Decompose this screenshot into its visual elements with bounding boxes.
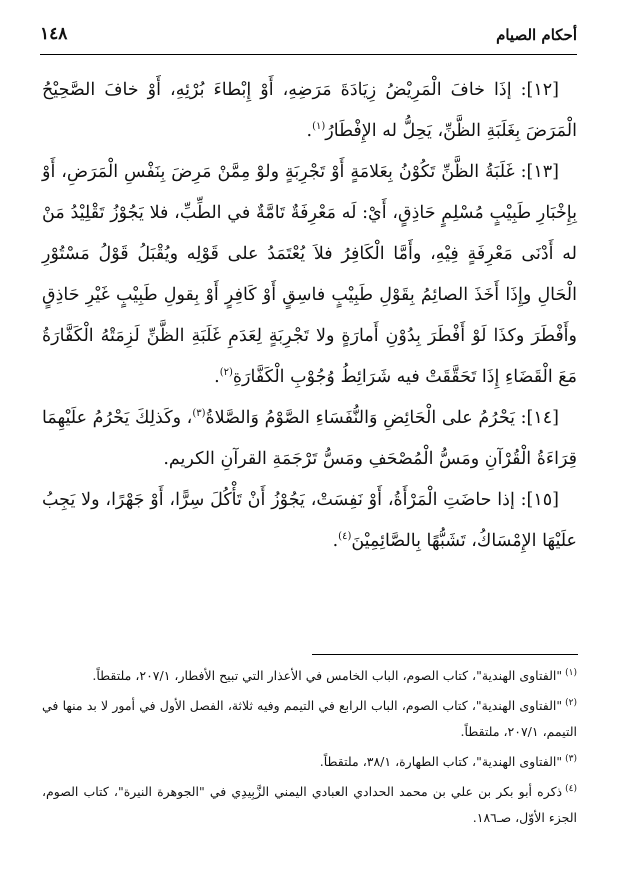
footnote-3: $^{(٣)}$"الفتاوى الهندية"، كتاب الطهارة، ٣٨/١، ملتقطاً. — [319, 753, 577, 769]
page-header — [40, 22, 577, 52]
footnote-ref-1[interactable]: (١) — [312, 121, 326, 133]
paragraph-12: [١٢]: إذَا خافَ الْمَرِيْضُ زِيَادَةَ مَرَضِهِ، أَوْ إِبْطاءَ بُرْئِهِ، أَوْ خافَ الصَّحِيْحُ الْمَرَضَ بِغَلَبَةِ الظَّنِّ، يَحِلُّ له الإِفْطَارُ$^{(١)}$. — [42, 80, 577, 141]
footnote-4: $^{(٤)}$ذكره أبو بكر بن علي بن محمد الحدادي العبادي اليمني الزَّبِيدِي في "الجوهرة النيرة"، كتاب الصوم، الجزء الأوّل، صـ١٨٦. — [42, 783, 577, 825]
footnote-2: $^{(٢)}$"الفتاوى الهندية"، كتاب الصوم، الباب الرابع في التيمم وفيه ثلاثة، الفصل الأول في أمور لا بد منها في التيمم، ٢٠٧/١، ملتقطاً. — [42, 697, 577, 739]
footnote-mark: (٣) — [565, 753, 577, 764]
footnote-separator — [312, 654, 578, 655]
page-number: ١٤٨ — [40, 24, 68, 44]
footnotes — [42, 663, 577, 835]
footnote-ref-4[interactable]: (٤) — [338, 531, 352, 543]
footnote-mark: (١) — [565, 667, 577, 678]
body-text — [42, 70, 577, 562]
paragraph-14: [١٤]: يَحْرُمُ على الْحَائِضِ وَالنُّفَسَاءِ الصَّوْمُ وَالصَّلاةُ$^{(٣)}$، وكَذلِكَ يَحْرُمُ علَيْهِمَا قِرَاءَةُ الْقُرْآنِ ومَسُّ الْمُصْحَفِ ومَسُّ تَرْجَمَةِ القرآنِ الكريم. — [42, 408, 577, 469]
footnote-mark: (٢) — [565, 697, 577, 708]
header-rule — [40, 54, 577, 55]
footnote-1: $^{(١)}$"الفتاوى الهندية"، كتاب الصوم، الباب الخامس في الأعذار التي تبيح الأفطار، ٢٠٧/١، ملتقطاً. — [92, 667, 577, 683]
footnote-ref-2[interactable]: (٢) — [219, 367, 233, 379]
running-title: أحكام الصيام — [496, 26, 577, 44]
footnote-ref-3[interactable]: (٣) — [192, 408, 206, 420]
paragraph-15: [١٥]: إذا حاضَتِ الْمَرْأَةُ، أَوْ نَفِسَتْ، يَجُوْزُ أَنْ تَأْكُلَ سِرًّا، أَوْ جَهْرًا، ولا يَجِبُ علَيْهَا الإِمْسَاكُ، تَشَبُّهًا بِالصَّائِمِيْنَ$^{(٤)}$. — [42, 490, 577, 551]
footnote-mark: (٤) — [565, 783, 577, 794]
paragraph-13: [١٣]: غَلَبَةُ الظَّنِّ تَكُوْنُ بِعَلامَةٍ أَوْ تَجْرِبَةٍ ولوْ مِمَّنْ مَرِضَ بِنَفْسِ الْمَرَضِ، أَوْ بِإِخْبَارِ طَبِيْبٍ مُسْلِمٍ حَاذِقٍ، أَيْ: لَه مَعْرِفَةٌ تَامَّةٌ في الطِّبِّ، فلا يَجُوْزُ تَقْلِيْدُ مَنْ له أَدْنَى مَعْرِفَةٍ فِيْهِ، وأَمَّا الْكَافِرُ فلاَ يُعْتَمَدُ على قَوْلِه ويُقْبَلُ قَوْلُ مَسْتُوْرِ الْحَالِ وإِذَا أَخَذَ الصائِمُ بِقَوْلِ طَبِيْبٍ فاسِقٍ أَوْ كَافِرٍ أَوْ بِقولِ طَبِيْبٍ غَيْرِ حَاذِقٍ وأَفْطَرَ وكذَا لَوْ أَفْطَرَ بِدُوْنِ أَمارَةٍ ولا تَجْرِبَةٍ لِعَدَمِ غَلَبَةِ الظَّنِّ لَزِمَتْهُ الْكَفَّارَةُ مَعَ الْقَضَاءِ إِذَا تَحَقَّقَتْ فيه شَرَائِطُ وُجُوْبِ الْكَفَّارَةِ$^{(٢)}$. — [42, 162, 577, 387]
